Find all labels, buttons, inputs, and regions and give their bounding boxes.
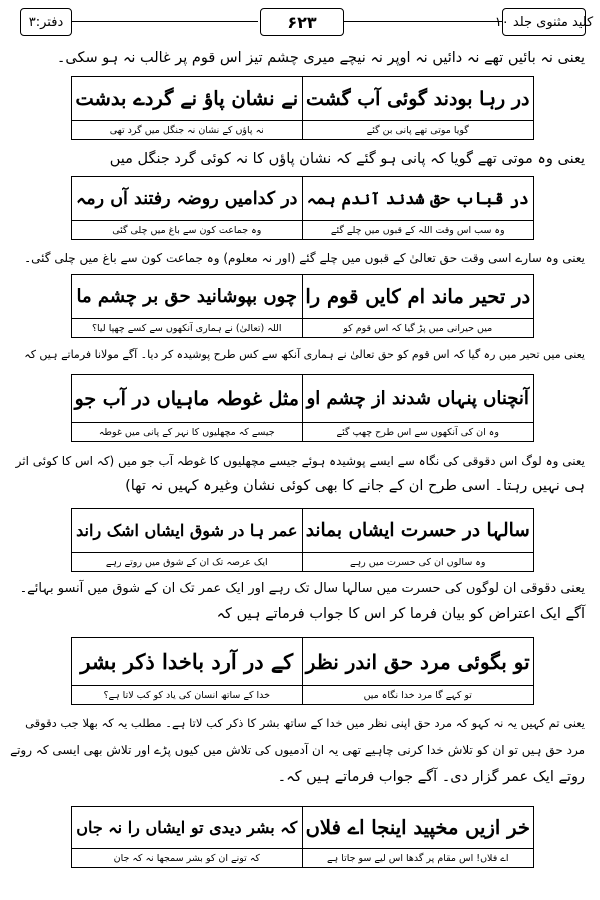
persian-text: تو بگوئی مرد حق اندر نظر bbox=[305, 649, 530, 674]
header-rule-right bbox=[344, 21, 502, 22]
persian-text: در رہا بودند گوئی آب گشت bbox=[306, 87, 530, 110]
persian-text: آنچناں پنہاں شدند از چشم او bbox=[306, 388, 529, 409]
verse-first-hemistich bbox=[303, 177, 534, 239]
daftar-label: دفتر:۳ bbox=[20, 8, 72, 36]
verse-second-hemistich bbox=[72, 275, 303, 337]
urdu-gloss: جیسے کہ مچھلیوں کا نہر کے پانی میں غوطہ bbox=[72, 422, 302, 441]
persian-text: عمر ہا در شوق ایشاں اشک راند bbox=[76, 521, 298, 540]
verse-second-hemistich bbox=[72, 509, 303, 571]
verse-couplet bbox=[71, 637, 534, 705]
urdu-gloss: کہ تونے ان کو بشر سمجھا نہ کہ جان bbox=[72, 848, 302, 867]
verse-first-hemistich bbox=[303, 807, 534, 867]
persian-text: در کدامیں روضہ رفتند آں رمہ bbox=[76, 188, 298, 209]
verse-second-hemistich bbox=[72, 375, 303, 441]
persian-text: در قباب حق شدند آندم ہمہ bbox=[306, 189, 529, 208]
verse-second-hemistich bbox=[72, 638, 303, 704]
verse-first-hemistich bbox=[303, 509, 534, 571]
persian-text: نے نشان پاؤ نے گردے بدشت bbox=[75, 87, 299, 110]
verse-second-hemistich bbox=[72, 807, 303, 867]
verse-first-hemistich bbox=[303, 638, 534, 704]
commentary-line: یعنی میں تحیر میں رہ گیا کہ اس قوم کو حق تعالیٰ نے ہماری آنکھ سے کس طرح پوشیدہ کر دیا۔ آگے مولانا فرماتے ہیں کہ bbox=[24, 348, 585, 361]
persian-text: خر ازیں مخپید اینجا اے فلاں bbox=[305, 816, 530, 839]
verse-couplet bbox=[71, 374, 534, 442]
commentary-line: یعنی وہ موتی تھے گویا کہ پانی ہو گئے کہ نشان پاؤں کا نہ کوئی گرد جنگل میں bbox=[109, 151, 585, 167]
urdu-gloss: وہ سالوں ان کی حسرت میں رہے bbox=[303, 552, 534, 571]
urdu-gloss: وہ سب اس وقت اللہ کے قبوں میں چلے گئے bbox=[303, 220, 534, 239]
verse-first-hemistich bbox=[303, 375, 534, 441]
commentary-line: روتے ایک عمر گزار دی۔ آگے جواب فرماتے ہیں کہ۔ bbox=[277, 769, 585, 785]
urdu-gloss: خدا کے ساتھ انسان کی یاد کو کب لاتا ہے؟ bbox=[72, 685, 302, 704]
verse-couplet bbox=[71, 274, 534, 338]
urdu-gloss: تو کہے گا مرد خدا نگاہ میں bbox=[303, 685, 534, 704]
persian-text: کے در آرد باخدا ذکر بشر bbox=[80, 649, 294, 674]
commentary-line: یعنی دقوقی ان لوگوں کی حسرت میں سالہا سال تک رہے اور ایک عمر تک ان کے شوق میں آنسو بہائے۔ bbox=[19, 581, 585, 596]
urdu-gloss: ایک عرصہ تک ان کے شوق میں روتے رہے bbox=[72, 552, 302, 571]
verse-first-hemistich bbox=[303, 275, 534, 337]
commentary-line: آگے ایک اعتراض کو بیان فرما کر اس کا جواب فرماتے ہیں کہ bbox=[216, 606, 585, 622]
commentary-line: یعنی وہ سارے اسی وقت حق تعالیٰ کے قبوں میں چلے گئے (اور نہ معلوم) وہ جماعت کون سے باغ میں چلی گئی۔ bbox=[24, 251, 585, 265]
verse-second-hemistich bbox=[72, 177, 303, 239]
urdu-gloss: اے فلاں! اس مقام پر گدھا اس لیے سو جاتا ہے bbox=[303, 848, 534, 867]
book-title: کلید مثنوی جلد ۱۰ bbox=[502, 8, 586, 36]
commentary-line: یعنی وہ لوگ اس دقوقی کی نگاہ سے ایسے پوشیدہ ہوئے جیسے مچھلیوں کا غوطہ آب جو میں (کہ اس کا کوئی اثر bbox=[15, 454, 585, 468]
page-header bbox=[20, 8, 594, 42]
commentary-line: یعنی نہ بائیں تھے نہ دائیں نہ اوپر نہ نیچے میری چشم تیز اس قوم پر غالب نہ ہو سکی۔ bbox=[56, 50, 585, 66]
header-rule-left bbox=[72, 21, 258, 22]
page-number: ۶۲۳ bbox=[260, 8, 344, 36]
verse-couplet bbox=[71, 806, 534, 868]
commentary-line: ہی نہیں رہتا۔ اسی طرح ان کے جانے کا بھی کوئی نشان وغیرہ کہیں نہ تھا) bbox=[125, 478, 585, 494]
persian-text: سالہا در حسرت ایشاں بماند bbox=[305, 520, 530, 541]
verse-couplet bbox=[71, 76, 534, 140]
urdu-gloss: میں حیرانی میں پڑ گیا کہ اس قوم کو bbox=[303, 318, 534, 337]
commentary-line: یعنی تم کہیں یہ نہ کہو کہ مرد حق اپنی نظر میں خدا کے ساتھ بشر کا ذکر کب لاتا ہے۔ مطلب یہ کہ بھلا جب دقوقی bbox=[25, 716, 585, 730]
commentary-line: مرد حق ہیں تو ان کو تلاش خدا کرنی چاہیے تھی یہ ان آدمیوں کی تلاش میں کیوں پڑے اور تلاش بھی ایسی کہ روتے bbox=[10, 743, 585, 757]
urdu-gloss: گویا موتی تھے پانی بن گئے bbox=[303, 120, 534, 139]
verse-first-hemistich bbox=[303, 77, 534, 139]
persian-text: در تحیر ماند ام کایں قوم را bbox=[305, 285, 531, 308]
verse-second-hemistich bbox=[72, 77, 303, 139]
persian-text: کہ بشر دیدی تو ایشاں را نہ جاں bbox=[76, 818, 298, 837]
urdu-gloss: وہ جماعت کون سے باغ میں چلی گئی bbox=[72, 220, 302, 239]
persian-text: مثل غوطہ ماہیاں در آب جو bbox=[74, 387, 299, 410]
urdu-gloss: نہ پاؤں کے نشان نہ جنگل میں گرد تھی bbox=[72, 120, 302, 139]
persian-text: چوں بپوشانید حق بر چشم ما bbox=[76, 286, 298, 307]
verse-couplet bbox=[71, 508, 534, 572]
urdu-gloss: اللہ (تعالیٰ) نے ہماری آنکھوں سے کسے چھپا لیا؟ bbox=[72, 318, 302, 337]
urdu-gloss: وہ ان کی آنکھوں سے اس طرح چھپ گئے bbox=[303, 422, 534, 441]
verse-couplet bbox=[71, 176, 534, 240]
